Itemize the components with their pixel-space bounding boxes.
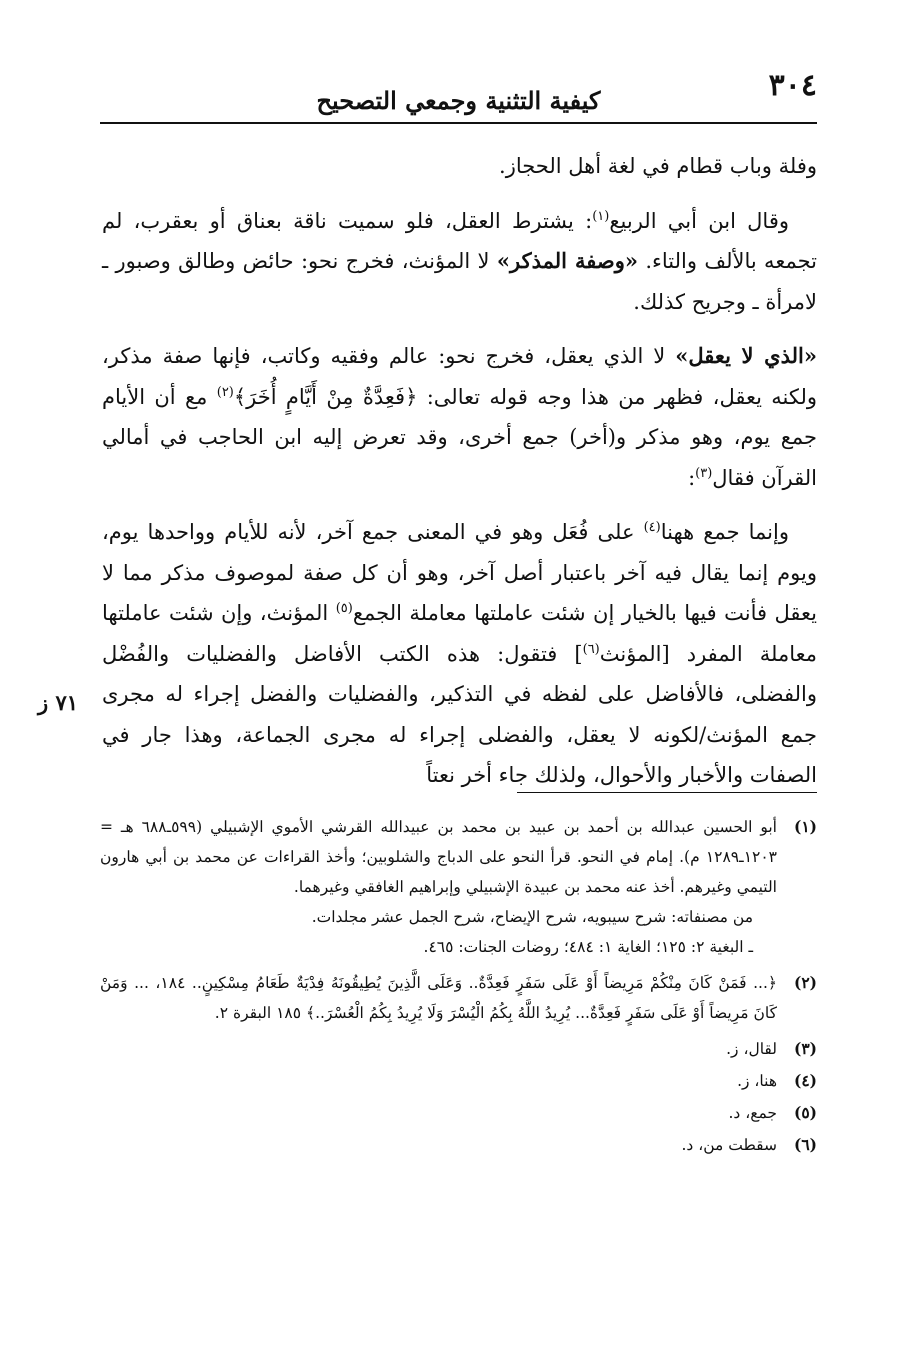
footnote-number: (٥) — [793, 1103, 817, 1122]
footnote-6 — [100, 1130, 817, 1160]
text-run: : — [688, 465, 696, 490]
defined-term: «وصفة المذكر» — [496, 248, 638, 273]
text-run: وقال ابن أبي الربيع — [609, 208, 789, 233]
footnote-1 — [100, 812, 817, 962]
footnote-works: من مصنفاته: شرح سيبويه، شرح الإيضاح، شرح الجمل عشر مجلدات. — [311, 908, 753, 926]
running-title: كيفية التثنية وجمعي التصحيح — [316, 86, 601, 115]
footnote-body — [100, 968, 777, 1028]
footnote-ref-2: (٢) — [216, 384, 234, 400]
footnote-number: (٦) — [793, 1135, 817, 1154]
footnote-text: لقال، ز. — [726, 1040, 777, 1058]
manuscript-folio-marker: ٧١ ز — [38, 690, 79, 715]
paragraph-1: وفلة وباب قطام في لغة أهل الحجاز. — [499, 154, 817, 178]
footnote-text: هنا، ز. — [737, 1072, 777, 1090]
page-number: ٣٠٤ — [768, 68, 817, 103]
text-run: مع أن الأيام جمع يوم، وهو مذكر و(أخر) جمع أخرى، وقد تعرض إليه ابن الحاجب في أمالي القرآن فقال — [102, 384, 817, 490]
text-run: لا الذي يعقل، فخرج نحو: عالم وفقيه وكاتب، فإنها صفة مذكر، ولكنه يعقل، فظهر من هذا وجه قوله تعالى: — [102, 344, 818, 409]
footnote-4 — [100, 1066, 817, 1096]
footnote-body — [100, 812, 777, 962]
footnote-divider — [517, 792, 817, 793]
text-run: وإنما جمع ههنا — [660, 520, 789, 544]
footnote-ref-4: (٤) — [643, 520, 661, 535]
footnote-3 — [100, 1034, 817, 1064]
footnote-number: (٢) — [793, 973, 817, 992]
quran-quote: ﴿فَعِدَّةٌ مِنْ أَيَّامٍ أُخَرَ﴾ — [233, 384, 418, 409]
footnote-number: (١) — [793, 817, 817, 836]
paragraph-2 — [102, 201, 817, 323]
footnote-ref-1: (١) — [592, 208, 610, 224]
footnote-number: (٤) — [793, 1071, 817, 1090]
footnote-sources: ـ البغية ٢: ١٢٥؛ الغاية ١: ٤٨٤؛ روضات الجنات: ٤٦٥. — [423, 938, 753, 956]
page-header — [100, 62, 817, 124]
footnote-text: سقطت من، د. — [681, 1136, 777, 1154]
text-run: على فُعَل وهو في المعنى جمع آخر، لأنه للأيام وواحدها يوم، ويوم إنما يقال فيه آخر باعتبار أصل آخر، وهو أن كل صفة لموصوف مذكر مما لا يعقل فأنت فيها بالخيار إن شئت عاملتها معاملة الجمع — [102, 520, 817, 625]
text-run: ] فتقول: هذه الكتب الأفاضل والفضليات والفُضْل والفضلى، فالأفاضل على لفظه في التذكير، والفضليات والفضل إجراء له مجرى جمع المؤنث/لكونه لا يعقل، والفضلى إجراء له مجرى الجماعة، وهذا جار في الصفات والأخبار والأحوال، ولذلك جاء أخر نعتاً — [102, 641, 817, 787]
text-run: : يشترط العقل، فلو سميت ناقة بعناق أو بعقرب، لم تجمعه بالألف والتاء. — [102, 208, 817, 273]
footnote-text: ﴿... فَمَنْ كَانَ مِنْكُمْ مَرِيضاً أَوْ عَلَى سَفَرٍ فَعِدَّةٌ.. وَعَلَى الَّذِينَ يُطِيقُونَهُ فِدْيَةٌ طَعَامُ مِسْكِينٍ.. ١٨٤، ... وَمَنْ كَانَ مَرِيضاً أَوْ عَلَى سَفَرٍ فَعِدَّةٌ... يُرِيدُ اللَّهُ بِكُمُ الْيُسْرَ وَلَا يُرِيدُ بِكُمُ الْعُسْرَ..﴾ ١٨٥ البقرة ٢. — [100, 974, 777, 1022]
footnote-text: جمع، د. — [728, 1104, 777, 1122]
text-run: المؤنث، وإن شئت عاملتها معاملة المفرد [المؤنث — [102, 601, 817, 666]
paragraph-4 — [102, 512, 817, 796]
footnotes — [100, 812, 817, 1162]
footnote-number: (٣) — [793, 1039, 817, 1058]
footnote-ref-6: (٦) — [582, 641, 600, 657]
footnote-2 — [100, 968, 817, 1028]
paragraph-3 — [102, 336, 817, 498]
footnote-5 — [100, 1098, 817, 1128]
footnote-ref-5: (٥) — [335, 601, 353, 616]
text-run: لا المؤنث، فخرج نحو: حائض وطالق وصبور ـ لامرأة ـ وجريح كذلك. — [102, 249, 817, 314]
main-text — [102, 146, 817, 796]
footnote-ref-3: (٣) — [695, 465, 713, 481]
defined-term: «الذي لا يعقل» — [675, 343, 817, 368]
footnote-text: أبو الحسين عبدالله بن أحمد بن عبيد بن محمد بن عبيدالله القرشي الأموي الإشبيلي (٥٩٩ـ٦٨٨ هـ = ١٢٠٣ـ١٢٨٩ م). إمام في النحو. قرأ النحو على الدباج والشلوبين؛ وأخذ القراءات عن محمد بن أبي هارون التيمي وغيرهم. أخذ عنه محمد بن عبيدة الإشبيلي وإبراهيم الغافقي وغيرهما. — [100, 818, 777, 896]
